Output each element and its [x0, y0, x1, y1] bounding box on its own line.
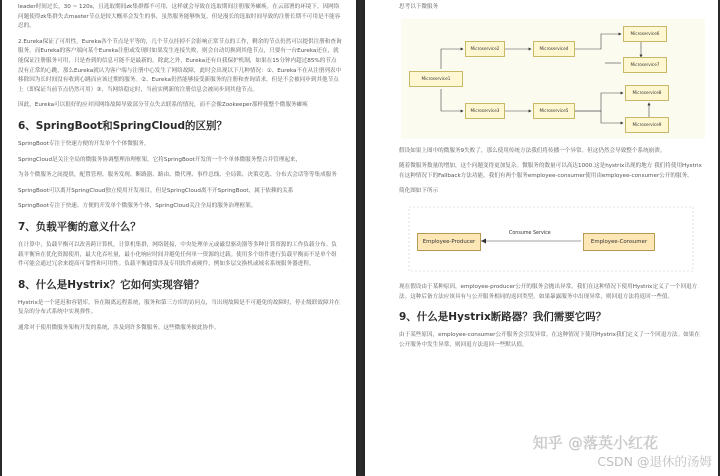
heading-7: 7、负载平衡的意义什么？: [18, 220, 141, 233]
para-6d: SpringBoot可以离开SpringCloud独立使用开发项目，但是SpringCloud离不开SpringBoot，属于依赖的关系: [18, 187, 294, 194]
heading-8: 8、什么是Hystrix？它如何实现容错？: [18, 278, 205, 291]
microservice-node-1: Microservice1: [409, 71, 463, 87]
left-page-content: [18, 3, 342, 339]
heading-6: 6、SpringBoot和SpringCloud的区别？: [18, 119, 227, 132]
para-7: 在计算中，负载平衡可以改善跨计算机，计算机集群，网络链接，中央处理单元或磁盘驱动器等多种计算资源的工作负载分布。负载平衡旨在优化资源使用，最大化吞吐量，最小化响应时间并避免任何单一资源的过载。使用多个组件进行负载平衡而不是单个组件可能会通过冗余来提高可靠性和可用性。负载平衡通常涉及专用软件或硬件，例如多层交换机或域名系统服务器进程。: [18, 241, 337, 268]
para-8a: Hystrix是一个延迟和容错库，旨在隔离远程系统，服务和第三方库的访问点，当出现故障是不可避免的故障时，停止级联故障并在复杂的分布式系统中实现弹性。: [18, 299, 340, 316]
consume-service-label: Consume Service: [509, 230, 551, 236]
producer-consumer-diagram: [405, 203, 697, 275]
para-6e: SpringBoot专注于快速、方便的开发单个微服务个体，SpringCloud关注全局的服务治理框架。: [18, 203, 257, 210]
para-fail: 假设如果上图中的微服务9失败了，那么使用传统方法我们将传播一个异常。但这仍然会导致整个系统崩溃。: [399, 147, 666, 154]
microservice-node-2: Microservice2: [465, 41, 505, 57]
para-consider: 思考以下微服务: [399, 4, 439, 10]
para-6b: SpringCloud是关注全局的微服务协调整理治理框架，它将SpringBoot开发的一个个单体微服务整合并管理起来，: [18, 156, 302, 163]
para-simplified: 简化图如下所示: [399, 188, 439, 195]
employee-producer-box: Employee-Producer: [417, 233, 481, 251]
right-page-content: [399, 3, 702, 356]
employee-consumer-box: Employee-Consumer: [583, 233, 655, 251]
microservice-node-9: Microservice9: [625, 117, 669, 133]
para-8b: 通常对于使用微服务架构开发的系统，涉及到许多微服务。这些微服务彼此协作。: [18, 324, 220, 331]
para-6c: 为各个微服务之间提供，配置管理、服务发现、断路器、路由、微代理、事件总线、全局锁、决策竞选、分布式会话等等集成服务: [18, 172, 337, 179]
microservice-node-8: Microservice8: [625, 85, 669, 101]
para-intro: leader时间过长，30 ~ 120s，且选取期间zk集群都不可用，这样就会导致在选取期间注册服务瘫痪。在云部署的环境下，因网络问题使得zk集群失去master节点是较大概率会发生的事，虽然服务能够恢复，但是漫长的选取时间导致的注册长期不可用是不能容忍的。: [18, 4, 341, 30]
microservice-node-3: Microservice3: [465, 103, 505, 119]
microservice-node-4: Microservice4: [533, 41, 575, 57]
zhihu-watermark: 知乎 @落英小红花: [532, 434, 658, 452]
microservice-node-7: Microservice7: [623, 57, 667, 73]
para-eureka: 2.Eureka保证了可用性，Eureka各个节点是平等的，几个节点挂掉不会影响正常节点的工作，剩余的节点仍然可以提供注册和查询服务。而Eureka的客户端向某个Eureka注册或发现时如果发生连接失败，则会自动切换到其他节点，只要有一台Eureka还在，就能保证注册服务可用，只是查到的信息可能不是最新的。除此之外，Eureka还有自我保护机制，如果在15分钟内超过85%的节点没有正常的心跳，那么Eureka就认为客户端与注册中心发生了网络故障，此时会出现以下几种情况：①、Eureka不在从注册列表中移除因为长时间没有收到心跳而应该过期的服务。②、Eureka仍然能够接受新服务的注册和查询请求，但是不会被同步到其他节点上（即保证当前节点仍然可用）③、当网络稳定时，当前实例新的注册信息会被同步到其他节点。: [18, 38, 342, 93]
csdn-watermark: CSDN @退休的汤姆: [597, 454, 712, 469]
microservices-diagram: [401, 19, 705, 139]
left-page: [2, 0, 356, 476]
microservice-node-5: Microservice5: [533, 103, 575, 119]
para-grow: 随着微服务数量的增加，这个问题变得更加复杂。微服务的数量可以高达1000.这是hystrix出现的地方 我们将使用Hystrix在这种情况下的Fallback方法功能。我们有两个服务employee-consumer使用由employee-consumer公开的服务。: [399, 163, 702, 179]
heading-9: 9、什么是Hystrix断路器？我们需要它吗？: [399, 311, 607, 324]
para-exception: 现在假设由于某种原因，employee-producer公开的服务会抛出异常。我们在这种情况下使用Hystrix定义了一个回退方法。这种后备方法应该具有与公开服务相同的返回类型。如果暴露服务中出现异常，则回退方法将返回一些值。: [399, 283, 698, 300]
para-9: 由于某些原因，employee-consumer公开服务会引发异常。在这种情况下使用Hystrix我们定义了一个回退方法。如果在公开服务中发生异常，则回退方法返回一些默认值。: [399, 332, 700, 348]
microservice-node-6: Microservice6: [623, 26, 667, 42]
para-conclusion: 因此，Eureka可以很好的应对因网络故障导致部分节点失去联系的情况，而不会像Zookeeper那样使整个微服务瘫痪: [18, 102, 308, 109]
right-page: [365, 0, 718, 476]
para-6a: SpringBoot专注于快速方便的开发单个个体微服务。: [18, 140, 150, 147]
